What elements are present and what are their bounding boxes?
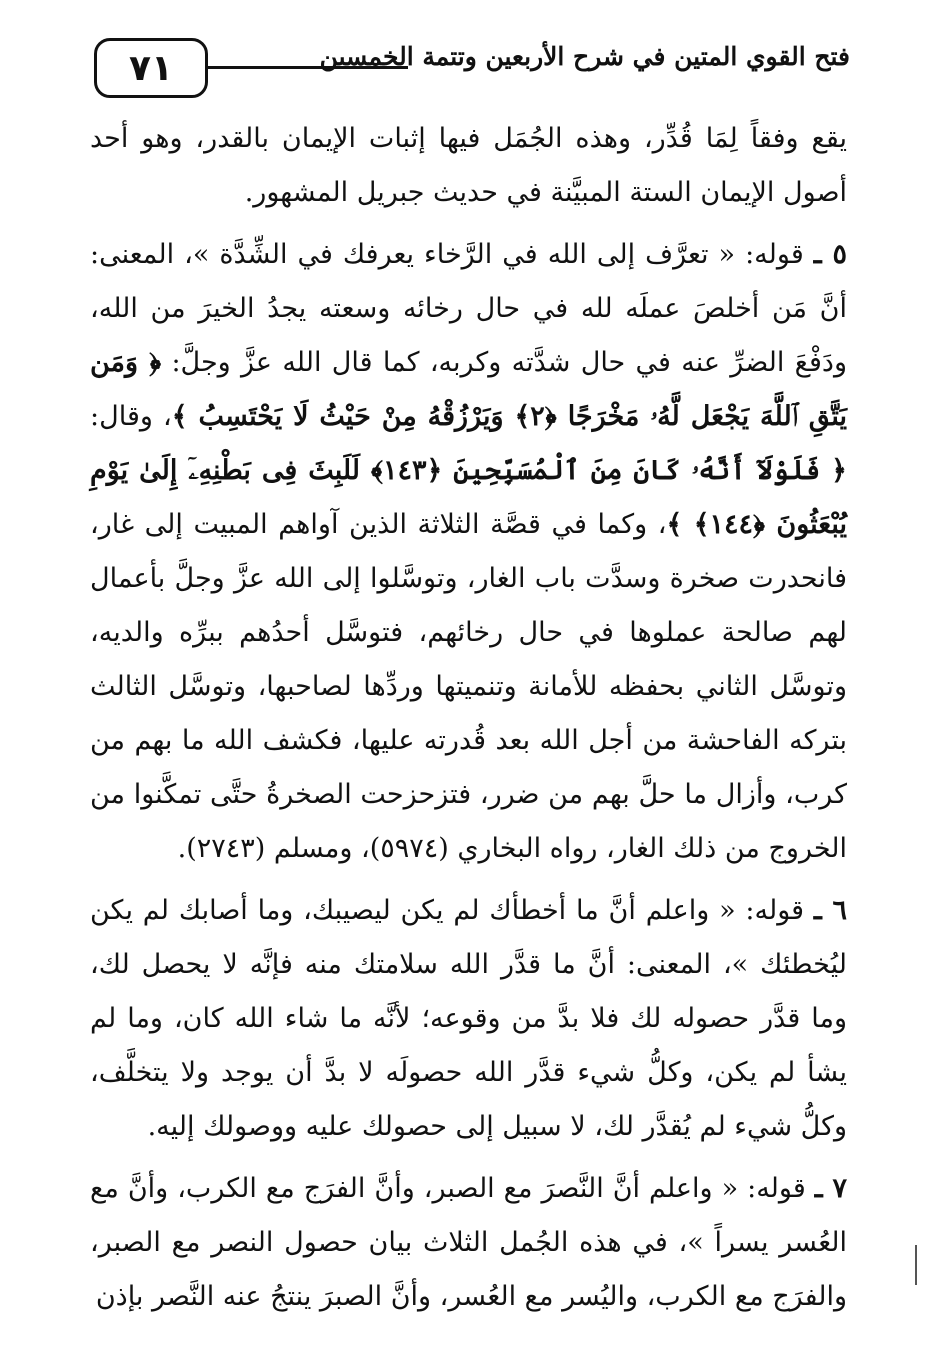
paragraph-text: قوله: « واعلم أنَّ ما أخطأك لم يكن ليصيبك، وما أصابك لم يكن ليُخطئك »، المعنى: أنَّ ما قدَّر الله سلامتك منه فإنَّه لا يحصل لك، وما قدَّر حصوله لك فلا بدَّ من وقوعه؛ لأنَّه ما شاء الله كان، وما لم يشأ لم يكن، وكلُّ شيء قدَّر الله حصولَه لا بدَّ أن يوجد ولا يتخلَّف، وكلُّ شيء لم يُقدَّر لك، لا سبيل إلى حصولك عليه ووصولك إليه. <box>90 895 847 1142</box>
running-title: فتح القوي المتين في شرح الأربعين وتتمة الخمسين <box>319 42 850 71</box>
quran-verse: ﴿ فَلَوْلَآ أَنَّهُۥ كَانَ مِنَ ٱلْمُسَبِّحِينَ ﴿١٤٣﴾ لَلَبِثَ فِى بَطْنِهِۦٓ إِلَىٰ يَوْمِ يُبْعَثُونَ ﴿١٤٤﴾ ﴾ <box>90 455 848 540</box>
paragraph-number: ٧ ـ <box>814 1173 847 1204</box>
paragraph-number: ٥ ـ <box>813 239 848 270</box>
paragraph-text: قوله: « واعلم أنَّ النَّصرَ مع الصبر، وأنَّ الفرَج مع الكرب، وأنَّ مع العُسر يسراً »، في هذه الجُمل الثلاث بيان حصول النصر مع الصبر، والفرَج مع الكرب، واليُسر مع العُسر، وأنَّ الصبرَ ينتجُ عنه النَّصر بإذن <box>90 1173 847 1312</box>
page-number: ٧١ <box>94 38 208 98</box>
quran-verse: ﴿ وَمَن يَتَّقِ ٱللَّهَ يَجْعَل لَّهُۥ مَخْرَجًا ﴿٢﴾ وَيَرْزُقْهُ مِنْ حَيْثُ لَا يَحْتَسِبُ ﴾ <box>90 347 847 432</box>
paragraph-continuation <box>90 112 847 220</box>
paragraph-6 <box>90 884 847 1154</box>
paragraph-text: ، وكما في قصَّة الثلاثة الذين آواهم المبيت إلى غار، فانحدرت صخرة وسدَّت باب الغار، وتوسَّلوا إلى الله عزَّ وجلَّ بأعمال لهم صالحة عملوها في حال رخائهم، فتوسَّل أحدُهم ببرِّه والديه، وتوسَّل الثاني بحفظه للأمانة وتنميتها وردِّها لصاحبها، وتوسَّل الثالث بتركه الفاحشة من أجل الله بعد قُدرته عليها، فكشف الله ما بهم من كرب، وأزال ما حلَّ بهم من ضرر، فتزحزحت الصخرةُ حتَّى تمكَّنوا من الخروج من ذلك الغار، رواه البخاري (٥٩٧٤)، ومسلم (٢٧٤٣). <box>90 509 847 864</box>
paragraph-text: ، وقال: <box>90 401 172 432</box>
paragraph-text: قوله: « تعرَّف إلى الله في الرَّخاء يعرفك في الشِّدَّة »، المعنى: أنَّ مَن أخلصَ عملَه لله في حال رخائه وسعته يجدُ الخيرَ من الله، ودَفْعَ الضرِّ عنه في حال شدَّته وكربه، كما قال الله عزَّ وجلَّ: <box>90 239 847 378</box>
page-header <box>60 32 850 94</box>
page-body <box>90 112 847 1342</box>
paragraph-7 <box>90 1162 847 1324</box>
scan-edge-mark <box>915 1245 917 1285</box>
paragraph-number: ٦ ـ <box>813 895 847 926</box>
paragraph-5 <box>90 228 847 876</box>
paragraph-text: يقع وفقاً لِمَا قُدِّر، وهذه الجُمَل فيها إثبات الإيمان بالقدر، وهو أحد أصول الإيمان الستة المبيَّنة في حديث جبريل المشهور. <box>90 123 847 208</box>
